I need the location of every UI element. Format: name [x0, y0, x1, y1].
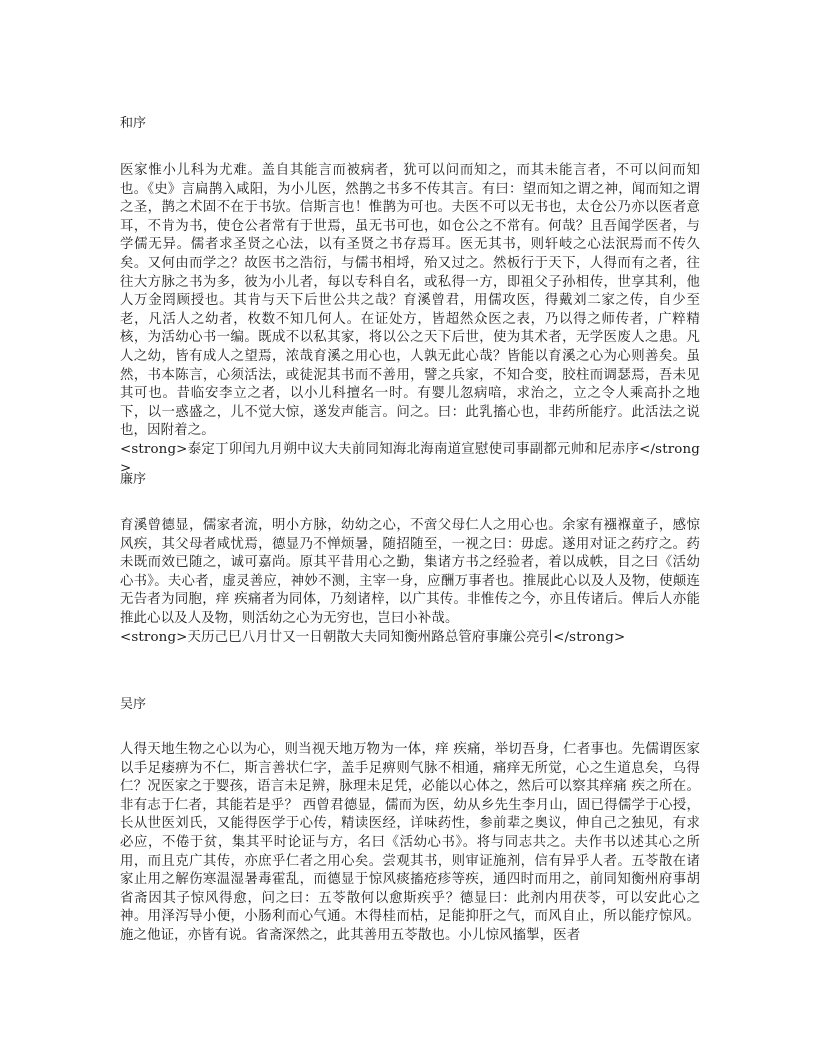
signature-he: <strong>泰定丁卯闰九月朔中议大夫前同知海北海南道宣慰使司事副都元帅和尼赤序</strong>	[120, 441, 700, 476]
section-heading-he: 和序	[120, 116, 147, 131]
section-heading-wu: 吴序	[120, 697, 147, 712]
section-text-wu: 人得天地生物之心以为心，则当视天地万物为一体，痒 疾痛，举切吾身，仁者事也。先儒谓医家以手足痿痹为不仁，斯言善状仁字，盖手足痹则气脉不相通，痛痒无所觉，心之生道息矣，乌得仁？况医家之于婴孩，语言未足辨，脉理未足凭，必能以心体之，然后可以察其痒痛 疾之所在。非有志于仁者，其能若是乎？ 西曾君德显，儒而为医，幼从乡先生李月山，固已得儒学于心授，长从世医刘氏，又能得医学于心传，精读医经，详味药性，参前辈之奥议，伸自己之独见，有求必应，不倦于贫，集其平时论证与方，名曰《活幼心书》。将与同志共之。夫作书以述其心之所用，而且克广其传，亦庶乎仁者之用心矣。尝观其书，则审证施剂，信有异乎人者。五苓散在诸家止用之解伤寒温湿暑毒霍乱，而德显于惊风痰搐疮疹等疾，通四时而用之，前同知衡州府事胡省斋因其子惊风得愈，问之曰：五苓散何以愈斯疾乎？德显曰：此剂内用茯苓，可以安此心之神。用泽泻导小便，小肠利而心气通。木得桂而枯，足能抑肝之气，而风自止，所以能疗惊风。施之他证，亦皆有说。省斋深然之，此其善用五苓散也。小儿惊风搐掣，医者	[120, 742, 700, 943]
section-body-lian	[120, 517, 700, 647]
section-body-he	[120, 162, 700, 478]
section-heading-lian: 廉序	[120, 472, 147, 487]
section-text-he: 医家惟小儿科为尤难。盖自其能言而被病者，犹可以问而知之，而其未能言者，不可以问而知也。《史》言扁鹊入咸阳，为小儿医，然鹊之书多不传其言。有曰：望而知之谓之神，闻而知之谓之圣，鹊之术固不在于书欤。信斯言也！惟鹊为可也。夫医不可以无书也，太仓公乃亦以医者意耳，不肯为书，使仓公者常有于世焉，虽无书可也，如仓公之不常有。何哉？且吾闻学医者，与学儒无异。儒者求圣贤之心法，以有圣贤之书存焉耳。医无其书，则轩岐之心法泯焉而不传久矣。又何由而学之？故医书之浩衍，与儒书相埒，殆又过之。然板行于天下，人得而有之者，往往大方脉之书为多，彼为小儿者，每以专科自名，或私得一方，即祖父子孙相传，世享其利，他人万金罔顾授也。其肯与天下后世公共之哉？育溪曾君，用儒攻医，得戴刘二家之传，自少至老，凡活人之幼者，枚数不知几何人。在证处方，皆超然众医之表，乃以得之师传者，广粹精核，为活幼心书一编。既成不以私其家，将以公之天下后世，使为其术者，无学医废人之患。凡人之幼，皆有成人之望焉，浓哉育溪之用心也，人孰无此心哉？皆能以育溪之心为心则善矣。虽然，书本陈言，心须活法，或徒泥其书而不善用，譬之兵家，不知合变，胶柱而调瑟焉，吾未见其可也。昔临安李立之者，以小儿科擅名一时。有婴儿忽病喑，求治之，立之令人乘高扑之地下，以一惑盛之，儿不觉大惊，遂发声能言。问之。曰：此乳搐心也，非药所能疗。此活法之说也，因附着之。	[120, 163, 700, 439]
signature-lian: <strong>天历己巳八月廿又一日朝散大夫同知衡州路总管府事廉公亮引</strong>	[120, 629, 626, 645]
section-text-lian: 育溪曾德显，儒家者流，明小方脉，幼幼之心，不啻父母仁人之用心也。余家有襁褓童子，感惊风疾，其父母者咸忧焉，德显乃不惮烦暑，随招随至，一视之曰：毋虑。遂用对证之药疗之。药未既而效已随之，诚可嘉尚。原其平昔用心之勤，集诸方书之经验者，着以成帙，目之曰《活幼心书》。夫心者，虚灵善应，神妙不测，主宰一身，应酬万事者也。推展此心以及人及物，使颠连无告者为同胞，痒 疾痛者为同体，乃刻诸梓，以广其传。非惟传之今，亦且传诸后。俾后人亦能推此心以及人及物，则活幼之心为无穷也，岂曰小补哉。	[120, 518, 700, 626]
section-body-wu	[120, 741, 700, 946]
